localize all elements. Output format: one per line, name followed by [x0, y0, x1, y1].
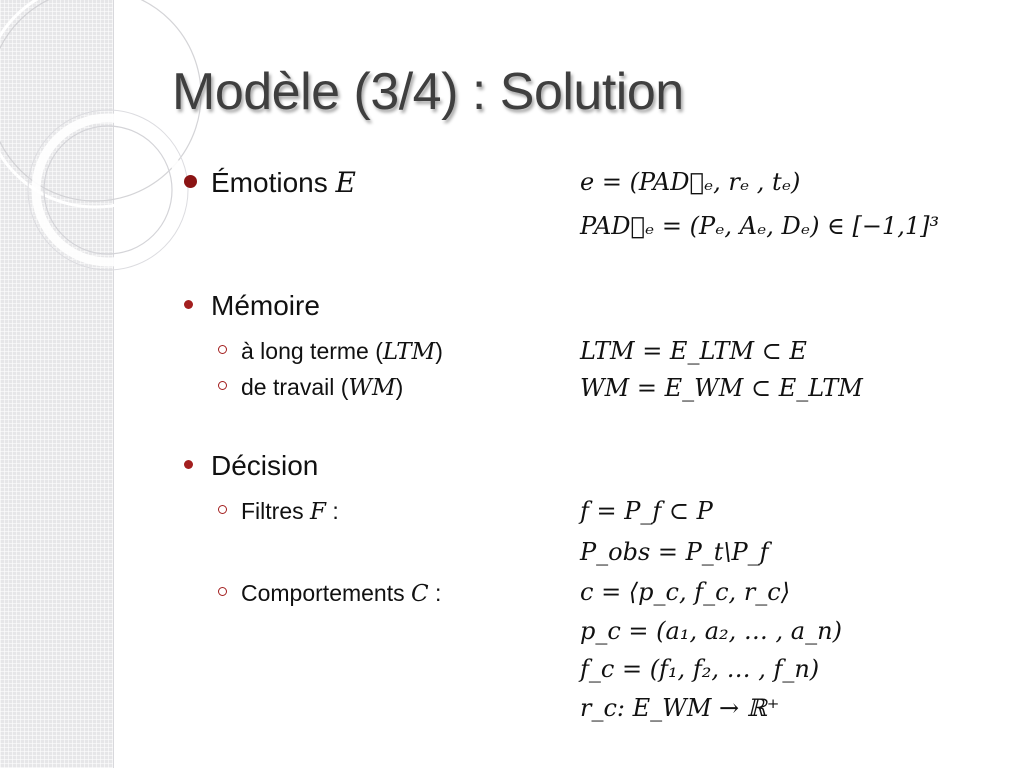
- sub-bullet-wm: [218, 374, 403, 401]
- sub-bullet-comportements: [218, 580, 441, 607]
- sub-bullet-filtres: [218, 498, 339, 525]
- formula-pad: PAD⃗ₑ = (Pₑ, Aₑ, Dₑ) ∈ [−1,1]³: [580, 212, 940, 240]
- formula-ltm: LTM = E_LTM ⊂ E: [580, 337, 807, 365]
- slide-title: Modèle (3/4) : Solution: [172, 63, 684, 121]
- bullet-icon: [184, 175, 197, 188]
- filtres-label: Filtres: [241, 498, 310, 524]
- formula-wm: WM = E_WM ⊂ E_LTM: [580, 374, 863, 402]
- comportements-var: C: [411, 581, 429, 607]
- bullet-decision: [184, 450, 318, 482]
- sub-bullet-icon: [218, 505, 227, 514]
- formula-rc: r_c: E_WM → ℝ⁺: [580, 694, 780, 722]
- emotions-label: Émotions: [211, 167, 336, 198]
- formula-c: c = ⟨p_c, f_c, r_c⟩: [580, 578, 791, 606]
- bullet-memoire: [184, 290, 320, 322]
- filtres-var: F: [310, 499, 326, 525]
- memoire-label: Mémoire: [211, 290, 320, 321]
- bullet-emotions: [184, 166, 356, 199]
- comportements-label: Comportements: [241, 580, 412, 606]
- sub-bullet-icon: [218, 381, 227, 390]
- ltm-label-end: ): [435, 338, 443, 364]
- wm-label-end: ): [395, 374, 404, 400]
- formula-pobs: P_obs = P_t\P_f: [580, 538, 769, 566]
- formula-pc: p_c = (a₁, a₂, … , a_n): [580, 617, 842, 645]
- ltm-label: à long terme (: [241, 338, 383, 364]
- emotions-var: E: [335, 166, 356, 199]
- side-panel: [0, 0, 114, 768]
- sub-bullet-icon: [218, 345, 227, 354]
- formula-f: f = P_f ⊂ P: [580, 497, 713, 525]
- formula-e: e = (PAD⃗ₑ, rₑ , tₑ): [580, 168, 801, 196]
- bullet-icon: [184, 460, 193, 469]
- sub-bullet-ltm: [218, 338, 443, 365]
- filtres-label-end: :: [325, 498, 339, 524]
- wm-var: WM: [348, 375, 396, 401]
- formula-fc: f_c = (f₁, f₂, … , f_n): [580, 655, 820, 683]
- ltm-var: LTM: [382, 339, 436, 365]
- bullet-icon: [184, 300, 193, 309]
- decision-label: Décision: [211, 450, 319, 481]
- wm-label: de travail (: [241, 374, 349, 400]
- comportements-label-end: :: [428, 580, 442, 606]
- sub-bullet-icon: [218, 587, 227, 596]
